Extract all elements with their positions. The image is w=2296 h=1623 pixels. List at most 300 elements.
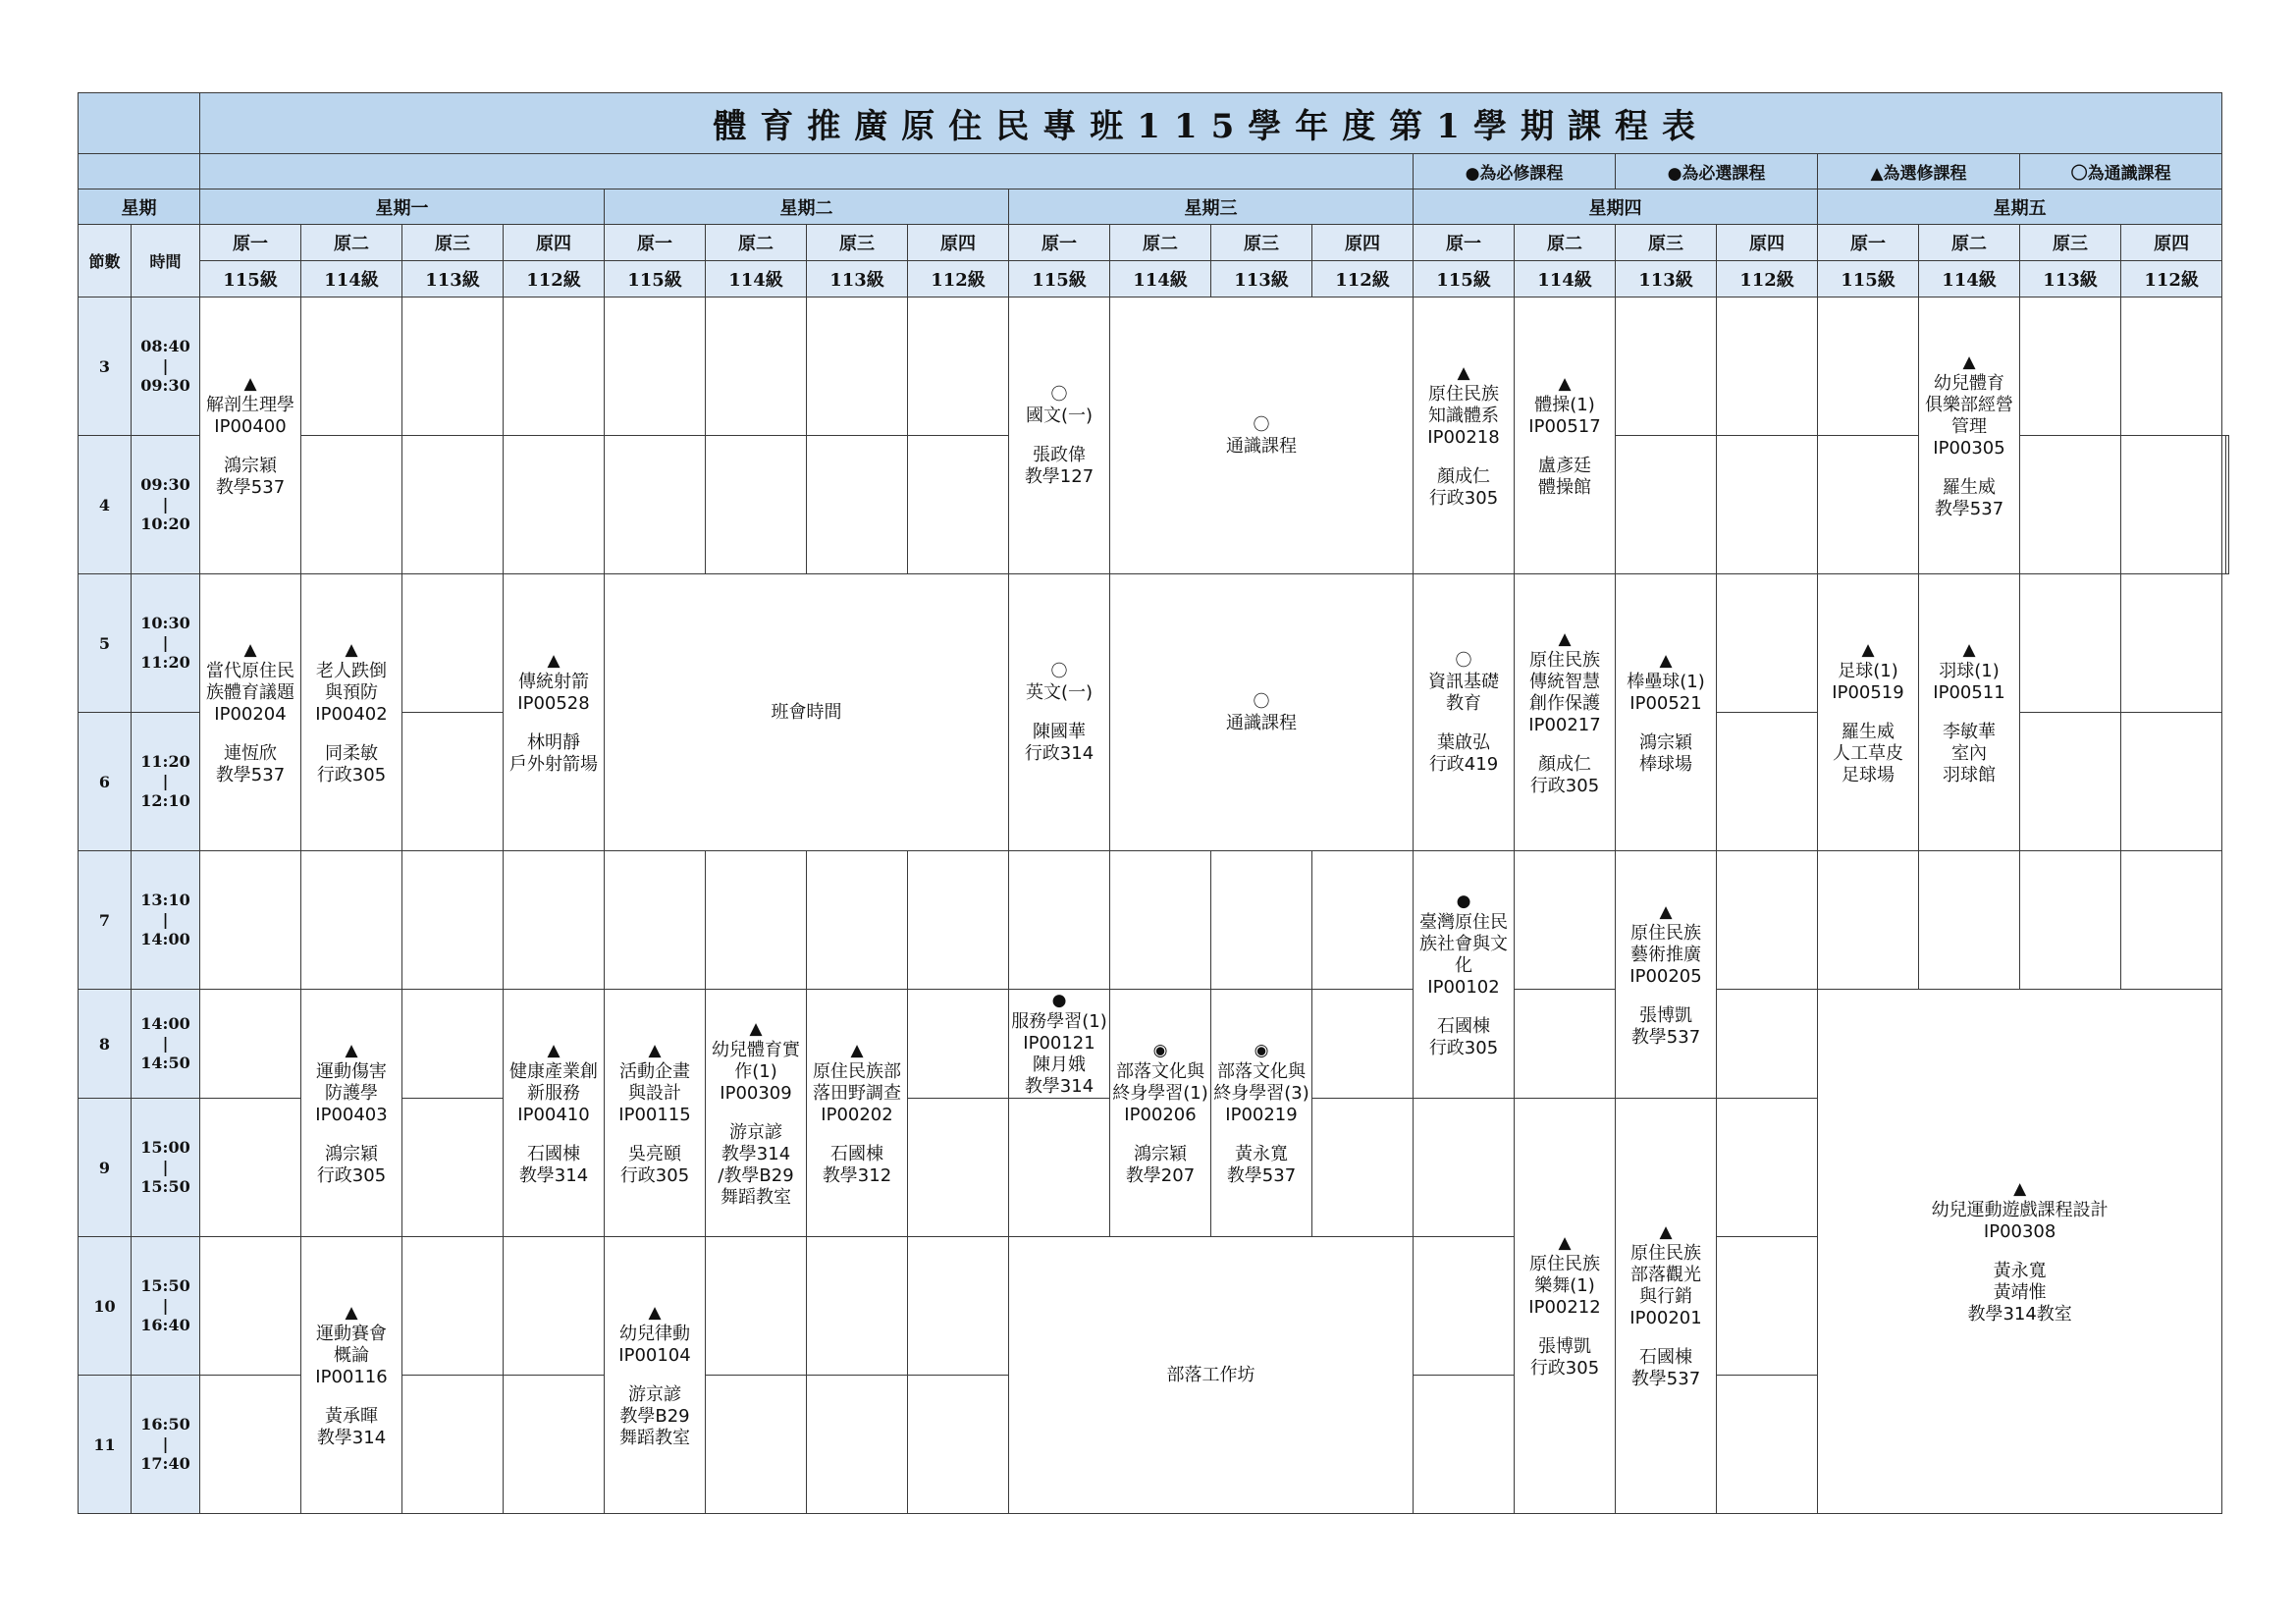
course-line: 教育 — [1446, 692, 1481, 714]
course-cell — [301, 990, 402, 1237]
course-detail: 教學127 — [1024, 465, 1095, 487]
course-line: 概論 — [334, 1344, 369, 1366]
course-line: IP00115 — [618, 1104, 691, 1125]
empty-slot — [402, 851, 504, 990]
course-type-mark: 〇 — [1050, 661, 1068, 681]
timetable — [78, 92, 2229, 1514]
course-line: 原住民族部 — [813, 1060, 901, 1082]
empty-slot — [908, 990, 1009, 1099]
course-cell — [504, 990, 605, 1237]
course-line: IP00402 — [315, 703, 388, 725]
course-line: IP00121 — [1023, 1033, 1095, 1054]
course-line: 傳統射箭 — [518, 671, 589, 692]
empty-slot — [605, 851, 706, 990]
grade-header: 113級 — [1616, 261, 1717, 298]
course-detail: 陳國華 — [1033, 721, 1086, 742]
grade-header: 112級 — [1312, 261, 1414, 298]
course-line: 原住民族 — [1529, 1254, 1600, 1274]
spacer — [202, 438, 298, 456]
course-detail: 行政314 — [1024, 742, 1095, 764]
course-detail: 教學537 — [215, 764, 286, 785]
period-number: 4 — [79, 436, 132, 574]
course-cell — [1009, 574, 1110, 851]
empty-slot — [200, 1099, 301, 1237]
course-line: 原住民族 — [1529, 649, 1600, 671]
course-cell — [1818, 990, 2222, 1514]
empty-slot — [504, 298, 605, 436]
course-detail: 行政305 — [619, 1164, 690, 1186]
grade-header: 115級 — [1414, 261, 1515, 298]
course-detail: 教學537 — [215, 476, 286, 498]
empty-slot — [1616, 436, 1717, 574]
empty-slot — [2020, 851, 2121, 990]
spacer — [202, 726, 298, 743]
course-type-mark: ▲ — [243, 373, 257, 394]
period-number: 6 — [79, 713, 132, 851]
class-header: 原一 — [1009, 225, 1110, 261]
course-line: IP00511 — [1933, 681, 2005, 703]
empty-slot — [706, 436, 807, 574]
spacer — [607, 1126, 703, 1144]
course-detail: 教學314教室 — [1967, 1303, 2072, 1325]
course-cell — [706, 990, 807, 1237]
spacer — [1011, 427, 1107, 445]
grade-header: 113級 — [2020, 261, 2121, 298]
course-cell — [1616, 851, 1717, 1099]
course-cell — [1009, 990, 1110, 1099]
period-time: 14:00 | 14:50 — [132, 990, 200, 1099]
course-line: 管理 — [1951, 415, 1987, 437]
course-detail: 羅生威 — [1943, 476, 1996, 498]
grade-header: 115級 — [605, 261, 706, 298]
course-cell — [1616, 574, 1717, 851]
empty-slot — [706, 851, 807, 990]
course-cell — [504, 574, 605, 851]
course-detail: 教學537 — [1630, 1369, 1701, 1389]
empty-slot — [1717, 436, 1818, 574]
course-line: 服務學習(1) — [1011, 1011, 1107, 1032]
grade-header: 113級 — [1211, 261, 1312, 298]
course-line: 原住民族 — [1428, 383, 1499, 405]
course-detail: 足球場 — [1842, 764, 1895, 785]
course-detail: 舞蹈教室 — [721, 1186, 791, 1208]
course-type-mark: ▲ — [1558, 373, 1572, 394]
spacer — [1112, 1126, 1208, 1144]
course-type-mark: ▲ — [345, 1302, 358, 1323]
course-line: IP00410 — [517, 1104, 590, 1125]
legend-spacer — [200, 154, 1414, 189]
course-cell — [807, 990, 908, 1237]
spacer — [1415, 715, 1512, 732]
course-detail: 連恆欣 — [224, 742, 277, 764]
course-detail: 戶外射箭場 — [509, 753, 598, 775]
empty-slot — [2020, 713, 2121, 851]
grade-header: 112級 — [1717, 261, 1818, 298]
course-line: 防護學 — [325, 1082, 378, 1104]
course-detail: 林明靜 — [527, 731, 580, 753]
spacer — [809, 1126, 905, 1144]
class-header: 原四 — [504, 225, 605, 261]
empty-slot — [1818, 436, 1919, 574]
course-line: IP00218 — [1427, 426, 1500, 448]
course-line: 俱樂部經營 — [1925, 394, 2013, 415]
legend-corner — [79, 154, 200, 189]
course-line: 新服務 — [527, 1082, 580, 1104]
empty-slot — [605, 436, 706, 574]
empty-slot — [908, 436, 1009, 574]
course-type-mark: ● — [1456, 891, 1471, 911]
period-time: 11:20 | 12:10 — [132, 713, 200, 851]
empty-slot — [402, 1237, 504, 1376]
empty-slot — [807, 851, 908, 990]
course-detail: 張博凱 — [1538, 1336, 1591, 1357]
course-line: 知識體系 — [1428, 405, 1499, 426]
grade-header: 114級 — [706, 261, 807, 298]
empty-slot — [504, 851, 605, 990]
course-detail: 張博凱 — [1639, 1004, 1692, 1026]
empty-slot — [200, 1237, 301, 1376]
course-type-mark: ▲ — [1962, 639, 1976, 660]
course-cell — [1515, 298, 1616, 574]
empty-slot — [706, 1376, 807, 1514]
course-line: 體操(1) — [1534, 394, 1595, 415]
grade-header: 112級 — [2121, 261, 2222, 298]
empty-slot — [200, 851, 301, 990]
course-type-mark: ◉ — [1254, 1040, 1269, 1060]
course-line: IP00201 — [1629, 1308, 1702, 1328]
course-line: 班會時間 — [771, 701, 842, 723]
course-line: IP00305 — [1933, 437, 2005, 459]
course-type-mark: ▲ — [1558, 628, 1572, 649]
course-line: IP00521 — [1629, 692, 1702, 714]
course-cell — [1009, 298, 1110, 574]
course-type-mark: 〇 — [1050, 384, 1068, 405]
course-line: 國文(一) — [1025, 405, 1094, 426]
page-title: 體育推廣原住民專班115學年度第1學期課程表 — [200, 93, 2222, 154]
course-type-mark: ▲ — [1659, 650, 1673, 671]
empty-slot — [1717, 1099, 1818, 1237]
course-cell — [1009, 1237, 1414, 1514]
course-line: 終身學習(3) — [1213, 1082, 1309, 1104]
spacer — [506, 1126, 602, 1144]
course-line: 樂舞(1) — [1534, 1275, 1595, 1296]
empty-slot — [402, 574, 504, 713]
class-header: 原四 — [908, 225, 1009, 261]
period-number: 11 — [79, 1376, 132, 1514]
course-line: IP00519 — [1832, 681, 1904, 703]
course-detail: 同柔敏 — [325, 742, 378, 764]
course-line: IP00528 — [517, 692, 590, 714]
course-type-mark: ▲ — [1659, 901, 1673, 922]
empty-slot — [908, 851, 1009, 990]
class-header: 原四 — [1717, 225, 1818, 261]
course-type-mark: ▲ — [1962, 352, 1976, 372]
empty-slot — [1414, 1099, 1515, 1237]
course-detail: 人工草皮 — [1833, 742, 1903, 764]
legend-elective: ▲為選修課程 — [1818, 154, 2020, 189]
period-time: 08:40 | 09:30 — [132, 298, 200, 436]
course-type-mark: ▲ — [547, 1040, 561, 1060]
course-detail: 教學312 — [822, 1164, 892, 1186]
spacer — [303, 1126, 400, 1144]
course-type-mark: 〇 — [1253, 691, 1270, 712]
empty-slot — [1515, 990, 1616, 1099]
course-detail: 行政305 — [1529, 775, 1600, 796]
course-cell — [1919, 298, 2020, 574]
course-cell — [1818, 574, 1919, 851]
empty-slot — [402, 298, 504, 436]
course-type-mark: ▲ — [1558, 1233, 1572, 1253]
course-line: 老人跌倒 — [316, 660, 387, 681]
class-header: 原一 — [1414, 225, 1515, 261]
course-type-mark: ▲ — [1861, 639, 1875, 660]
empty-slot — [301, 298, 402, 436]
course-detail: /教學B29 — [718, 1164, 794, 1186]
course-detail: 羽球館 — [1943, 764, 1996, 785]
spacer — [1820, 1243, 2219, 1261]
course-line: IP00308 — [1983, 1220, 2056, 1242]
course-cell — [1110, 298, 1414, 574]
course-detail: 顏成仁 — [1437, 465, 1490, 487]
course-line: 幼兒律動 — [619, 1323, 690, 1344]
course-line: 藝術推廣 — [1630, 944, 1701, 965]
spacer — [1921, 460, 2017, 477]
time-label: 時間 — [132, 225, 200, 298]
spacer — [708, 1105, 804, 1122]
course-type-mark: ▲ — [243, 639, 257, 660]
grade-header: 113級 — [807, 261, 908, 298]
course-line: 健康產業創 — [509, 1060, 598, 1082]
empty-slot — [1616, 298, 1717, 436]
class-header: 原二 — [301, 225, 402, 261]
period-time: 16:50 | 17:40 — [132, 1376, 200, 1514]
empty-slot — [2121, 851, 2222, 990]
weekday-label: 星期 — [79, 189, 200, 225]
empty-slot — [1818, 298, 1919, 436]
spacer — [303, 1388, 400, 1406]
class-header: 原四 — [2121, 225, 2222, 261]
course-detail: 體操館 — [1538, 476, 1591, 498]
course-line: 解剖生理學 — [206, 394, 294, 415]
course-detail: 石國棟 — [830, 1143, 883, 1164]
spacer — [1820, 704, 1916, 722]
class-header: 原一 — [1818, 225, 1919, 261]
day-header-tue: 星期二 — [605, 189, 1009, 225]
course-cell — [1919, 574, 2020, 851]
course-detail: 教學314 — [721, 1143, 791, 1164]
course-detail: 游京諺 — [729, 1121, 782, 1143]
legend-general: 〇為通識課程 — [2020, 154, 2222, 189]
course-detail: 行政305 — [1428, 1037, 1499, 1058]
course-line: 幼兒運動遊戲課程設計 — [1931, 1199, 2109, 1220]
course-line: 原住民族 — [1630, 1243, 1701, 1264]
course-line: 通識課程 — [1226, 435, 1297, 457]
empty-slot — [2225, 436, 2228, 574]
empty-slot — [402, 713, 504, 851]
grade-header: 114級 — [1919, 261, 2020, 298]
course-detail: 行政305 — [1428, 487, 1499, 509]
course-line: IP00400 — [214, 415, 287, 437]
course-line: 教學314 — [1024, 1076, 1095, 1097]
course-line: 作(1) — [734, 1060, 777, 1082]
empty-slot — [200, 1376, 301, 1514]
course-line: 落田野調查 — [813, 1082, 901, 1104]
empty-slot — [1312, 851, 1414, 990]
day-header-thu: 星期四 — [1414, 189, 1818, 225]
empty-slot — [504, 1376, 605, 1514]
day-header-fri: 星期五 — [1818, 189, 2222, 225]
course-line: IP00205 — [1629, 965, 1702, 987]
course-detail: 鴻宗穎 — [1639, 731, 1692, 753]
course-line: IP00403 — [315, 1104, 388, 1125]
grade-header: 113級 — [402, 261, 504, 298]
empty-slot — [807, 436, 908, 574]
course-cell — [1110, 574, 1414, 851]
course-line: 化 — [1455, 954, 1472, 976]
course-line: 族社會與文 — [1419, 933, 1508, 954]
course-line: 活動企畫 — [619, 1060, 690, 1082]
course-type-mark: 〇 — [1455, 650, 1472, 671]
class-header: 原三 — [807, 225, 908, 261]
course-line: 臺灣原住民 — [1419, 911, 1508, 933]
spacer — [1011, 704, 1107, 722]
empty-slot — [1717, 298, 1818, 436]
course-detail: 教學B29 — [619, 1405, 690, 1427]
course-line: 部落文化與 — [1217, 1060, 1306, 1082]
empty-slot — [2121, 574, 2222, 713]
class-header: 原一 — [200, 225, 301, 261]
course-line: IP00309 — [720, 1082, 792, 1104]
period-time: 15:50 | 16:40 — [132, 1237, 200, 1376]
empty-slot — [706, 1237, 807, 1376]
grade-header: 115級 — [1009, 261, 1110, 298]
day-header-wed: 星期三 — [1009, 189, 1414, 225]
grade-header: 114級 — [301, 261, 402, 298]
course-type-mark: ▲ — [1659, 1222, 1673, 1242]
course-line: 羽球(1) — [1939, 660, 2000, 681]
course-type-mark: ▲ — [648, 1302, 662, 1323]
course-line: 部落觀光 — [1630, 1265, 1701, 1285]
course-detail: 張政偉 — [1033, 444, 1086, 465]
course-line: 部落文化與 — [1116, 1060, 1204, 1082]
period-time: 09:30 | 10:20 — [132, 436, 200, 574]
empty-slot — [1312, 1099, 1414, 1237]
class-header: 原四 — [1312, 225, 1414, 261]
empty-slot — [301, 436, 402, 574]
course-detail: 教學537 — [1630, 1026, 1701, 1048]
course-detail: 鴻宗穎 — [1134, 1143, 1187, 1164]
course-line: 運動賽會 — [316, 1323, 387, 1344]
course-detail: 盧彥廷 — [1538, 455, 1591, 476]
course-line: IP00102 — [1427, 976, 1500, 998]
course-type-mark: ▲ — [345, 639, 358, 660]
period-number: 9 — [79, 1099, 132, 1237]
empty-slot — [908, 1237, 1009, 1376]
course-line: 創作保護 — [1529, 692, 1600, 714]
course-type-mark: ▲ — [749, 1018, 763, 1039]
empty-slot — [2121, 298, 2222, 436]
empty-slot — [402, 1099, 504, 1237]
course-detail: 教學314 — [518, 1164, 589, 1186]
grade-header: 112級 — [504, 261, 605, 298]
spacer — [1618, 988, 1714, 1005]
period-number: 5 — [79, 574, 132, 713]
spacer — [1517, 736, 1613, 754]
empty-slot — [1515, 851, 1616, 990]
grade-header: 114級 — [1515, 261, 1616, 298]
course-detail: 吳亮頤 — [628, 1143, 681, 1164]
grade-header: 115級 — [200, 261, 301, 298]
empty-slot — [807, 298, 908, 436]
empty-slot — [1717, 713, 1818, 851]
spacer — [506, 715, 602, 732]
empty-slot — [402, 1376, 504, 1514]
empty-slot — [706, 298, 807, 436]
class-header: 原二 — [1110, 225, 1211, 261]
course-detail: 室內 — [1951, 742, 1987, 764]
course-type-mark: 〇 — [1253, 414, 1270, 435]
course-line: 部落工作坊 — [1166, 1364, 1255, 1385]
course-type-mark: ▲ — [2013, 1178, 2027, 1199]
course-line: 與預防 — [325, 681, 378, 703]
empty-slot — [908, 1376, 1009, 1514]
empty-slot — [1717, 1237, 1818, 1376]
course-detail: 游京諺 — [628, 1383, 681, 1405]
spacer — [1415, 449, 1512, 466]
day-header-mon: 星期一 — [200, 189, 605, 225]
period-number: 10 — [79, 1237, 132, 1376]
course-detail: 教學314 — [316, 1427, 387, 1448]
period-label: 節數 — [79, 225, 132, 298]
spacer — [1517, 438, 1613, 456]
class-header: 原三 — [2020, 225, 2121, 261]
grade-header: 112級 — [908, 261, 1009, 298]
empty-slot — [605, 298, 706, 436]
course-line: 足球(1) — [1838, 660, 1898, 681]
course-line: 資訊基礎 — [1428, 671, 1499, 692]
course-detail: 鴻宗穎 — [325, 1143, 378, 1164]
course-detail: 教學207 — [1125, 1164, 1196, 1186]
course-line: 當代原住民 — [206, 660, 294, 681]
course-type-mark: ▲ — [1457, 362, 1470, 383]
period-number: 8 — [79, 990, 132, 1099]
course-detail: 黃承暉 — [325, 1405, 378, 1427]
course-line: 英文(一) — [1025, 681, 1094, 703]
class-header: 原三 — [1211, 225, 1312, 261]
empty-slot — [200, 990, 301, 1099]
spacer — [1921, 704, 2017, 722]
course-cell — [301, 1237, 402, 1514]
course-line: 傳統智慧 — [1529, 671, 1600, 692]
course-cell — [1616, 1099, 1717, 1514]
empty-slot — [807, 1237, 908, 1376]
course-detail: 行政305 — [1529, 1358, 1600, 1379]
course-detail: 黃靖惟 — [1993, 1281, 2047, 1303]
empty-slot — [908, 1099, 1009, 1237]
course-detail: 石國棟 — [1437, 1015, 1490, 1037]
course-cell — [1414, 298, 1515, 574]
class-header: 原一 — [605, 225, 706, 261]
course-type-mark: ▲ — [345, 1040, 358, 1060]
course-type-mark: ● — [1051, 991, 1067, 1010]
course-cell — [1515, 574, 1616, 851]
course-detail: 教學537 — [1226, 1164, 1297, 1186]
course-line: IP00206 — [1124, 1104, 1197, 1125]
course-line: 通識課程 — [1226, 712, 1297, 733]
course-line: IP00202 — [821, 1104, 893, 1125]
course-line: 棒壘球(1) — [1627, 671, 1705, 692]
period-time: 15:00 | 15:50 — [132, 1099, 200, 1237]
